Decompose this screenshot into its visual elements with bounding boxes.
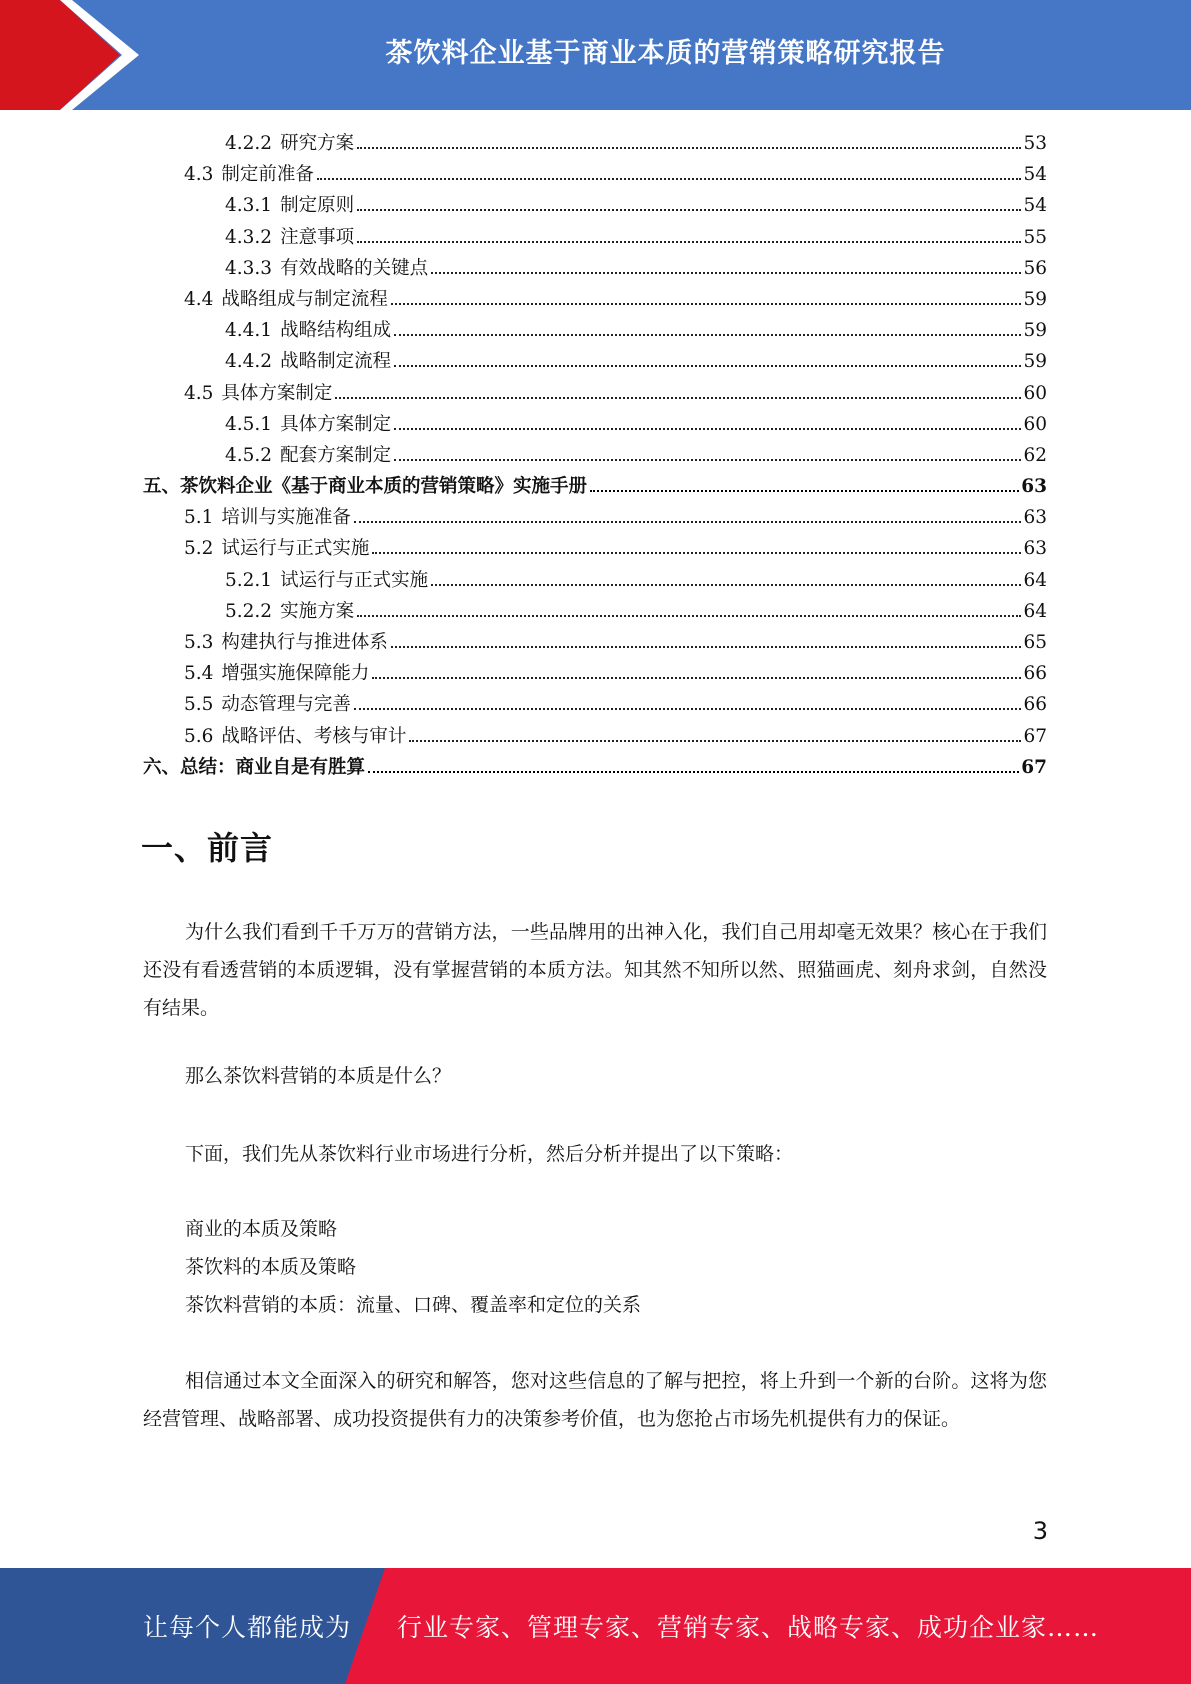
toc-entry-page: 63 xyxy=(1023,538,1047,560)
toc-entry-page: 59 xyxy=(1023,288,1047,310)
toc-entry-number: 5.3 xyxy=(184,632,214,653)
toc-entry-title: 战略评估、考核与审计 xyxy=(221,725,407,747)
intro-paragraph-2: 那么茶饮料营销的本质是什么？ xyxy=(185,1065,452,1087)
toc-dot-leader xyxy=(357,147,1021,149)
toc-entry-title: 制定原则 xyxy=(280,195,355,217)
toc-entry-page: 65 xyxy=(1023,632,1047,653)
toc-entry-title: 培训与实施准备 xyxy=(221,507,351,529)
toc-entry[interactable] xyxy=(143,346,1047,377)
toc-entry-number: 5.6 xyxy=(184,725,214,747)
toc-entry-title: 动态管理与完善 xyxy=(221,694,351,716)
toc-entry-title: 六、总结：商业自是有胜算 xyxy=(143,756,366,778)
toc-entry-page: 56 xyxy=(1023,257,1047,279)
toc-entry-page: 67 xyxy=(1021,756,1047,778)
intro-paragraph-4: 相信通过本文全面深入的研究和解答，您对这些信息的了解与把控，将上升到一个新的台阶。这将为您经营管理、战略部署、成功投资提供有力的决策参考价值，也为您抢占市场先机提供有力的保证。 xyxy=(143,1370,1047,1430)
toc-entry-page: 66 xyxy=(1023,694,1047,716)
toc-entry[interactable] xyxy=(143,689,1047,720)
toc-dot-leader xyxy=(317,178,1022,180)
toc-entry-title: 五、茶饮料企业《基于商业本质的营销策略》实施手册 xyxy=(143,476,588,498)
page-footer xyxy=(0,1568,1191,1684)
toc-entry[interactable] xyxy=(143,752,1047,783)
toc-entry[interactable] xyxy=(143,284,1047,315)
toc-entry-number: 4.5.2 xyxy=(225,444,273,466)
toc-entry-number: 4.3.1 xyxy=(225,195,273,217)
toc-entry[interactable] xyxy=(143,721,1047,752)
toc-entry-title: 构建执行与推进体系 xyxy=(221,632,388,653)
toc-dot-leader xyxy=(391,646,1022,648)
toc-entry[interactable] xyxy=(143,471,1047,502)
toc-entry-number: 4.4.2 xyxy=(225,351,273,373)
toc-dot-leader xyxy=(394,459,1021,461)
toc-entry-title: 研究方案 xyxy=(280,133,355,154)
toc-entry[interactable] xyxy=(143,253,1047,284)
toc-dot-leader xyxy=(431,272,1021,274)
toc-entry-number: 5.4 xyxy=(184,663,214,685)
strategy-list-item: 茶饮料的本质及策略 xyxy=(185,1256,357,1278)
strategy-list-item: 商业的本质及策略 xyxy=(185,1218,338,1240)
page-number: 3 xyxy=(1032,1517,1048,1545)
toc-entry-page: 64 xyxy=(1023,569,1047,591)
section-heading: 一、前言 xyxy=(141,829,274,867)
toc-entry-number: 4.4 xyxy=(184,288,214,310)
toc-dot-leader xyxy=(357,615,1021,617)
toc-dot-leader xyxy=(394,334,1021,336)
report-title: 茶饮料企业基于商业本质的营销策略研究报告 xyxy=(385,37,946,69)
toc-entry-page: 63 xyxy=(1023,507,1047,529)
toc-entry-number: 4.3.3 xyxy=(225,257,273,279)
footer-slogan-left: 让每个人都能成为 xyxy=(143,1613,352,1642)
intro-paragraph-1: 为什么我们看到千千万万的营销方法，一些品牌用的出神入化，我们自己用却毫无效果？核心在于我们还没有看透营销的本质逻辑，没有掌握营销的本质方法。知其然不知所以然、照猫画虎、刻舟求剑，自然没有结果。 xyxy=(143,921,1047,1019)
toc-entry-title: 战略组成与制定流程 xyxy=(221,288,388,310)
toc-entry[interactable] xyxy=(143,502,1047,533)
header-arrow-decoration xyxy=(0,0,150,110)
toc-dot-leader xyxy=(335,397,1021,399)
toc-entry-page: 54 xyxy=(1023,195,1047,217)
toc-dot-leader xyxy=(590,490,1019,492)
toc-entry[interactable] xyxy=(143,222,1047,253)
toc-entry[interactable] xyxy=(143,128,1047,159)
toc-entry-page: 64 xyxy=(1023,600,1047,622)
toc-dot-leader xyxy=(394,428,1021,430)
toc-entry-title: 有效战略的关键点 xyxy=(280,257,429,279)
toc-entry-page: 53 xyxy=(1023,133,1047,154)
intro-paragraph-3: 下面，我们先从茶饮料行业市场进行分析，然后分析并提出了以下策略： xyxy=(185,1143,794,1165)
toc-entry-page: 62 xyxy=(1023,444,1047,466)
toc-entry-title: 试运行与正式实施 xyxy=(280,569,429,591)
toc-dot-leader xyxy=(394,365,1021,367)
toc-entry[interactable] xyxy=(143,409,1047,440)
toc-entry-page: 59 xyxy=(1023,320,1047,342)
toc-entry-page: 60 xyxy=(1023,382,1047,404)
toc-entry-number: 4.2.2 xyxy=(225,133,273,154)
toc-entry[interactable] xyxy=(143,378,1047,409)
footer-slogan-right: 行业专家、管理专家、营销专家、战略专家、成功企业家…… xyxy=(397,1613,1100,1642)
toc-entry-page: 60 xyxy=(1023,413,1047,435)
toc-entry-number: 4.3.2 xyxy=(225,226,273,248)
toc-entry-number: 5.2.1 xyxy=(225,569,273,591)
toc-entry-title: 实施方案 xyxy=(280,600,355,622)
toc-dot-leader xyxy=(431,584,1021,586)
toc-entry-number: 5.5 xyxy=(184,694,214,716)
toc-entry-page: 59 xyxy=(1023,351,1047,373)
toc-entry-page: 55 xyxy=(1023,226,1047,248)
table-of-contents xyxy=(143,128,1047,783)
toc-entry-page: 54 xyxy=(1023,164,1047,186)
toc-entry-title: 试运行与正式实施 xyxy=(221,538,370,560)
toc-entry-title: 注意事项 xyxy=(280,226,355,248)
toc-dot-leader xyxy=(354,708,1022,710)
page-header xyxy=(0,0,1191,110)
toc-entry-number: 4.5 xyxy=(184,382,214,404)
toc-entry-number: 4.4.1 xyxy=(225,320,273,342)
toc-entry[interactable] xyxy=(143,658,1047,689)
strategy-list-item: 茶饮料营销的本质：流量、口碑、覆盖率和定位的关系 xyxy=(185,1294,642,1316)
toc-entry-title: 战略制定流程 xyxy=(280,351,392,373)
toc-entry[interactable] xyxy=(143,596,1047,627)
toc-dot-leader xyxy=(372,677,1021,679)
toc-entry[interactable] xyxy=(143,440,1047,471)
toc-dot-leader xyxy=(409,740,1021,742)
toc-entry-title: 增强实施保障能力 xyxy=(221,663,370,685)
toc-dot-leader xyxy=(391,303,1022,305)
toc-entry-number: 4.5.1 xyxy=(225,413,273,435)
toc-entry[interactable] xyxy=(143,315,1047,346)
toc-entry-page: 63 xyxy=(1021,476,1047,498)
toc-entry[interactable] xyxy=(143,533,1047,564)
toc-entry-title: 具体方案制定 xyxy=(280,413,392,435)
toc-entry-title: 制定前准备 xyxy=(221,164,314,186)
toc-entry-number: 4.3 xyxy=(184,164,214,186)
toc-entry-title: 战略结构组成 xyxy=(280,320,392,342)
toc-entry-number: 5.2 xyxy=(184,538,214,560)
toc-dot-leader xyxy=(354,521,1022,523)
toc-entry[interactable] xyxy=(143,627,1047,658)
toc-dot-leader xyxy=(357,241,1021,243)
toc-entry-page: 66 xyxy=(1023,663,1047,685)
toc-dot-leader xyxy=(368,771,1019,773)
toc-entry-title: 配套方案制定 xyxy=(280,444,392,466)
toc-entry[interactable] xyxy=(143,159,1047,190)
toc-dot-leader xyxy=(357,209,1021,211)
toc-entry[interactable] xyxy=(143,190,1047,221)
toc-entry-number: 5.2.2 xyxy=(225,600,273,622)
toc-entry[interactable] xyxy=(143,565,1047,596)
toc-entry-page: 67 xyxy=(1023,725,1047,747)
toc-entry-title: 具体方案制定 xyxy=(221,382,333,404)
toc-entry-number: 5.1 xyxy=(184,507,214,529)
toc-dot-leader xyxy=(372,552,1021,554)
